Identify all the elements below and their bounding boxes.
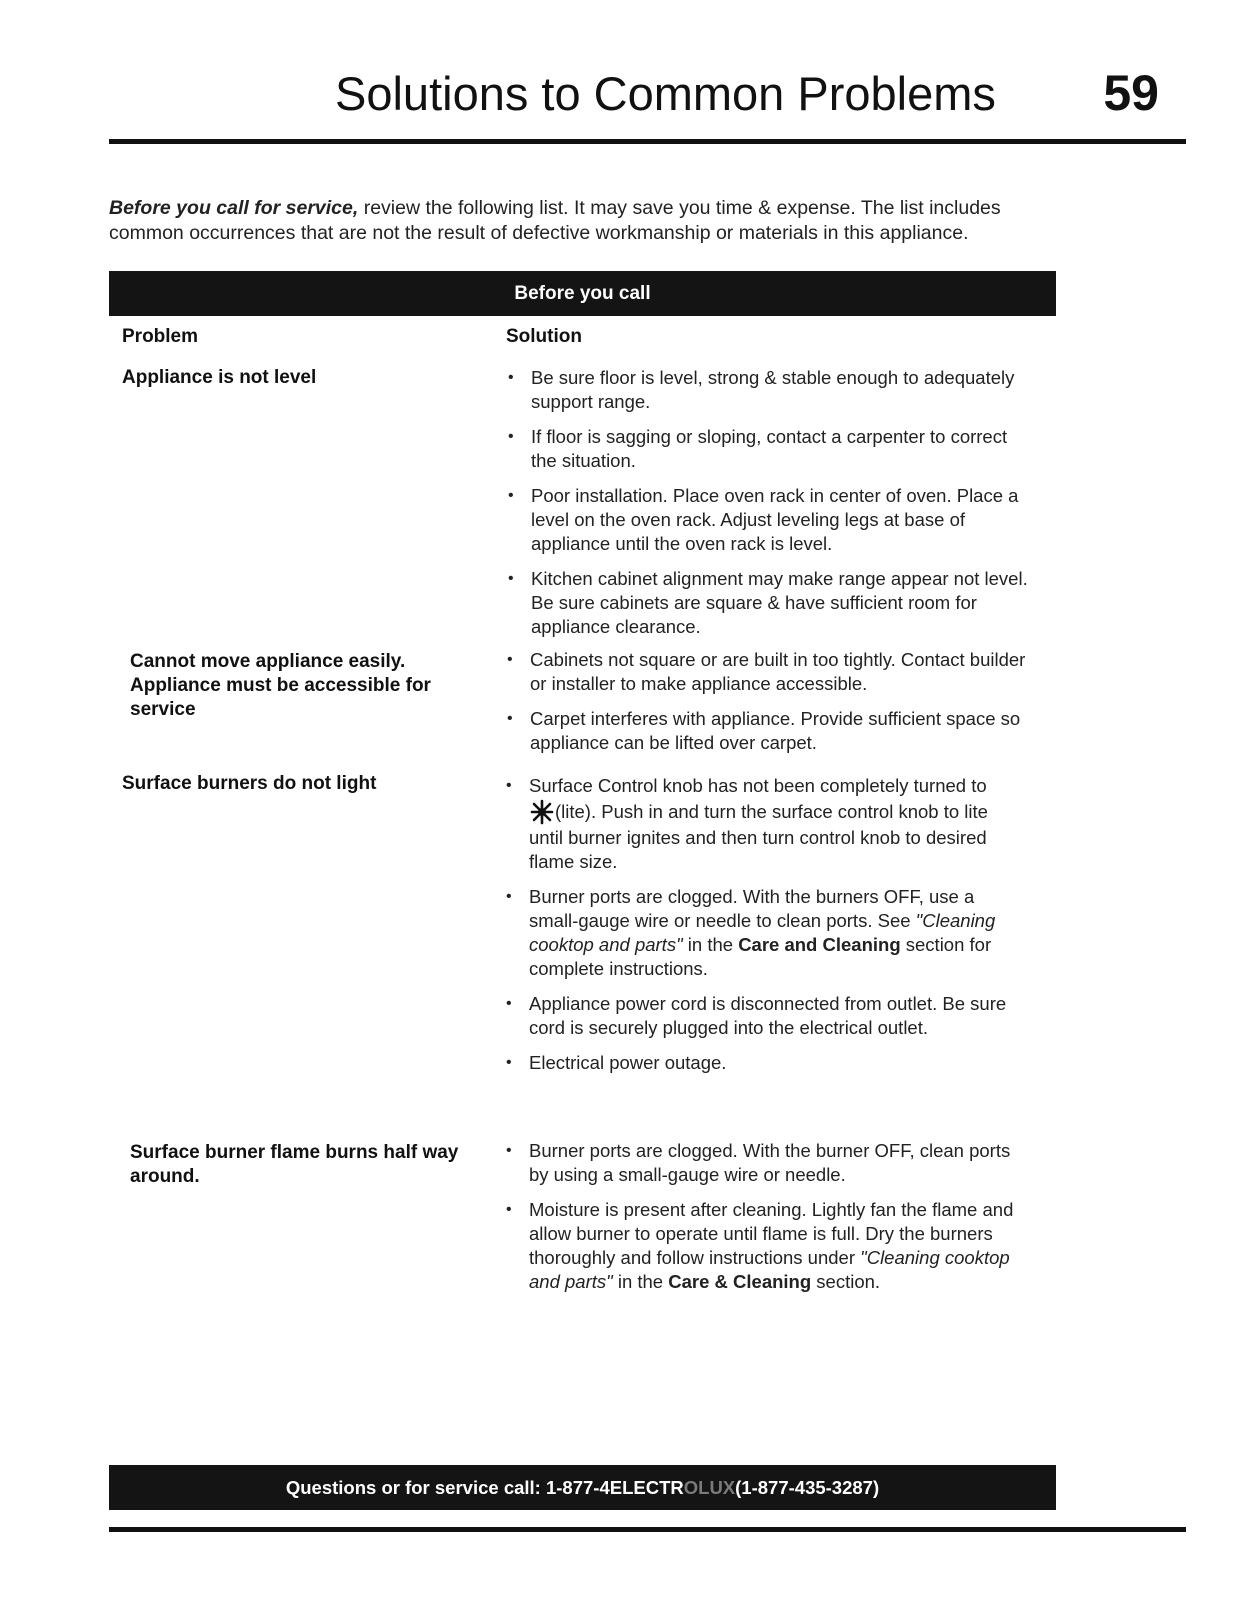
solution-list	[508, 366, 1028, 650]
list-item: • Be sure floor is level, strong & stable enough to adequately support range.	[508, 366, 1028, 414]
list-item: • Cabinets not square or are built in too tightly. Contact builder or installer to make appliance accessible.	[507, 648, 1027, 696]
bottom-rule	[109, 1527, 1186, 1532]
intro-lead: Before you call for service,	[109, 197, 359, 219]
list-item: • Kitchen cabinet alignment may make range appear not level. Be sure cabinets are square & have sufficient room for appliance clearance.	[508, 567, 1028, 639]
list-item: • Electrical power outage.	[506, 1051, 1026, 1075]
page-title: Solutions to Common Problems	[335, 67, 996, 120]
top-rule	[109, 139, 1186, 144]
problem-appliance-not-level: Appliance is not level	[122, 367, 317, 388]
problem-cannot-move-appliance: Cannot move appliance easily. Appliance must be accessible for service	[130, 651, 431, 720]
list-item: • If floor is sagging or sloping, contact a carpenter to correct the situation.	[508, 425, 1028, 473]
list-item: • Moisture is present after cleaning. Lightly fan the flame and allow burner to operate until flame is full. Dry the burners thoroughly and follow instructions under "Cleaning cooktop and parts" in the Care & Cleaning section.	[506, 1198, 1026, 1294]
column-header-solution: Solution	[506, 326, 582, 347]
page-number: 59	[1103, 65, 1159, 121]
flame-spark-icon	[529, 798, 555, 826]
intro-paragraph	[109, 196, 1049, 246]
list-item: • Surface Control knob has not been completely turned to (lite). Push in and turn the surface control knob to lite until burner ignites and then turn control knob to desired flame size.	[506, 774, 1026, 874]
list-item: • Burner ports are clogged. With the burner OFF, clean ports by using a small-gauge wire or needle.	[506, 1139, 1026, 1187]
solution-list	[506, 1139, 1026, 1305]
problem-burners-do-not-light: Surface burners do not light	[122, 773, 377, 794]
column-header-problem: Problem	[122, 326, 199, 347]
intro-text: review the following list. It may save you time & expense. The list includes common occurrences that are not the result of defective workmanship or materials in this appliance.	[109, 197, 1001, 244]
table-title-bar: Before you call	[109, 271, 1056, 316]
list-item: • Appliance power cord is disconnected from outlet. Be sure cord is securely plugged into the electrical outlet.	[506, 992, 1026, 1040]
list-item: • Poor installation. Place oven rack in center of oven. Place a level on the oven rack. Adjust leveling legs at base of appliance until the oven rack is level.	[508, 484, 1028, 556]
list-item: • Carpet interferes with appliance. Provide sufficient space so appliance can be lifted over carpet.	[507, 707, 1027, 755]
list-item: • Burner ports are clogged. With the burners OFF, use a small-gauge wire or needle to clean ports. See "Cleaning cooktop and parts" in the Care and Cleaning section for complete instructions.	[506, 885, 1026, 981]
solution-list	[506, 774, 1026, 1086]
problem-flame-half-way: Surface burner flame burns half way around.	[130, 1142, 459, 1187]
solution-list	[507, 648, 1027, 766]
service-phone-bar: Questions or for service call: 1-877-4ELECTR OLUX (1-877-435-3287)	[109, 1465, 1056, 1510]
